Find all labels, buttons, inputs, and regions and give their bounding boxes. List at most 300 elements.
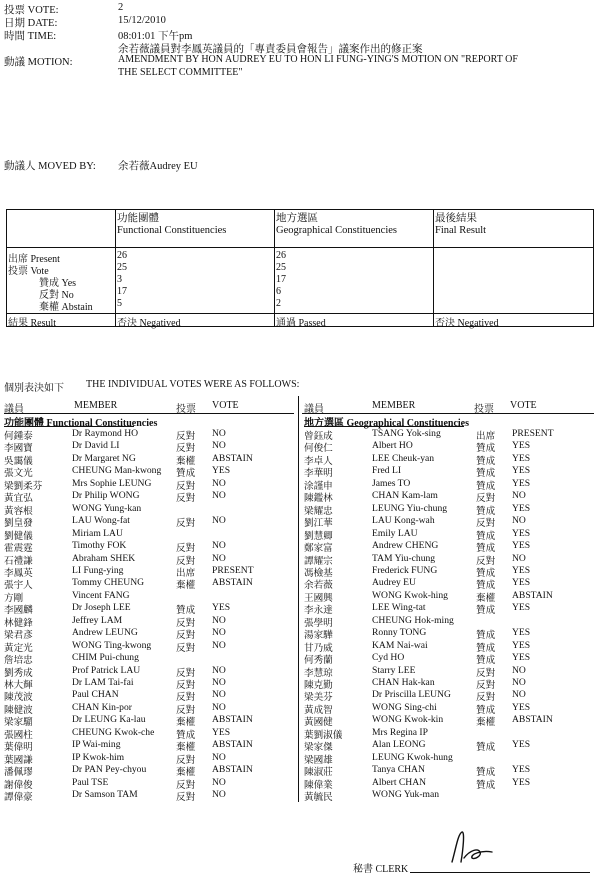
member-name-zh: 李卓人 [304, 455, 333, 467]
vote-zh: 反對 [476, 667, 496, 679]
vote-en: YES [512, 527, 531, 539]
vote-en: YES [512, 564, 531, 576]
vote-en: NO [212, 440, 226, 452]
member-name-zh: 劉江華 [304, 518, 333, 530]
member-name-en: IP Kwok-him [72, 751, 125, 763]
member-name-en: Tommy CHEUNG [72, 577, 145, 589]
vote-zh: 反對 [476, 518, 496, 530]
vote-en: NO [212, 751, 226, 763]
fc-member-row [4, 490, 294, 503]
gc-member-row [304, 689, 594, 702]
row-vote-gc: 25 [276, 262, 286, 273]
member-name-zh: 石禮謙 [4, 555, 33, 567]
col-final-zh: 最後結果 [435, 213, 477, 224]
vote-en: YES [512, 639, 531, 651]
motion-label: 動議 MOTION: [4, 57, 73, 68]
vote-en: YES [512, 652, 531, 664]
vote-en: YES [512, 540, 531, 552]
member-name-en: Albert CHAN [372, 776, 427, 788]
vote-zh: 反對 [176, 493, 196, 505]
member-name-zh: 余若薇 [304, 580, 333, 592]
row-yes-gc: 17 [276, 274, 286, 285]
member-name-en: Dr LEUNG Ka-lau [72, 714, 146, 726]
vote-zh: 反對 [176, 754, 196, 766]
vote-en: NO [512, 664, 526, 676]
member-name-en: Dr Samson TAM [72, 789, 138, 801]
vote-zh: 反對 [176, 642, 196, 654]
vote-en: NO [212, 477, 226, 489]
member-name-en: Audrey EU [372, 577, 416, 589]
member-name-zh: 霍震霆 [4, 543, 33, 555]
member-name-zh: 葉偉明 [4, 742, 33, 754]
vote-en: NO [512, 515, 526, 527]
vote-en: NO [212, 701, 226, 713]
member-name-en: Dr Joseph LEE [72, 602, 131, 614]
vote-en: YES [512, 452, 531, 464]
row-present-gc: 26 [276, 250, 286, 261]
left-header-member-zh: 議員 [4, 404, 24, 415]
results-header-divider [7, 247, 593, 248]
member-name-zh: 劉慧卿 [304, 530, 333, 542]
member-name-en: TSANG Yok-sing [372, 428, 441, 439]
vote-en: ABSTAIN [512, 589, 553, 601]
member-name-zh: 何秀蘭 [304, 655, 333, 667]
vote-zh: 贊成 [476, 642, 496, 654]
member-name-zh: 梁君彥 [4, 630, 33, 642]
gc-member-row [304, 739, 594, 752]
fc-member-row [4, 528, 294, 541]
row-abstain-label: 棄權 Abstain [39, 302, 93, 313]
vote-zh: 反對 [176, 543, 196, 555]
member-name-zh: 李國寶 [4, 443, 33, 455]
vote-zh: 反對 [176, 692, 196, 704]
vote-zh: 贊成 [476, 655, 496, 667]
row-result-label: 結果 Result [8, 318, 57, 329]
time-label: 時間 TIME: [4, 31, 57, 42]
member-name-en: LEE Cheuk-yan [372, 452, 435, 464]
fc-member-row [4, 677, 294, 690]
member-name-zh: 葉國謙 [4, 754, 33, 766]
gc-member-row [304, 789, 594, 802]
fc-member-row [4, 752, 294, 765]
row-abstain-fc: 5 [117, 298, 122, 309]
vote-zh: 贊成 [476, 443, 496, 455]
vote-zh: 贊成 [476, 543, 496, 555]
member-name-en: Frederick FUNG [372, 564, 438, 576]
vote-en: NO [212, 428, 226, 439]
vote-en: NO [512, 552, 526, 564]
member-name-zh: 劉皇發 [4, 518, 33, 530]
vote-zh: 贊成 [176, 729, 196, 741]
row-result-gc: 通過 Passed [276, 318, 326, 329]
member-name-zh: 陳偉業 [304, 779, 333, 791]
member-name-zh: 梁美芬 [304, 692, 333, 704]
col-gc-en: Geographical Constituencies [276, 225, 398, 236]
fc-member-row [4, 789, 294, 802]
gc-member-row [304, 515, 594, 528]
individual-intro-zh: 個別表決如下 [4, 383, 64, 394]
vote-zh: 反對 [176, 555, 196, 567]
member-name-zh: 甘乃威 [304, 642, 333, 654]
member-name-zh: 劉秀成 [4, 667, 33, 679]
row-present-fc: 26 [117, 250, 127, 261]
member-name-en: CHEUNG Hok-ming [372, 614, 454, 626]
member-name-en: LEUNG Yiu-chung [372, 502, 448, 514]
member-name-zh: 陳鑑林 [304, 493, 333, 505]
member-name-en: Cyd HO [372, 652, 405, 664]
gc-member-row [304, 478, 594, 491]
member-name-en: CHIM Pui-chung [72, 652, 139, 664]
col-gc-zh: 地方選區 [276, 213, 318, 224]
gc-member-row [304, 577, 594, 590]
member-name-en: Tanya CHAN [372, 764, 425, 776]
vote-en: ABSTAIN [212, 764, 253, 776]
member-name-zh: 黃國健 [304, 717, 333, 729]
vote-zh: 出席 [176, 567, 196, 579]
gc-section-title: 地方選區 Geographical Constituencies [304, 418, 469, 429]
gc-member-row [304, 665, 594, 678]
member-name-en: Andrew CHENG [372, 540, 439, 552]
vote-en: ABSTAIN [512, 714, 553, 726]
member-name-zh: 張國柱 [4, 729, 33, 741]
row-no-label: 反對 No [39, 290, 74, 301]
member-name-zh: 黃宜弘 [4, 493, 33, 505]
vote-zh: 反對 [176, 431, 196, 442]
member-name-zh: 譚偉豪 [4, 792, 33, 804]
vote-en: PRESENT [512, 428, 554, 439]
vote-zh: 反對 [176, 704, 196, 716]
member-name-zh: 梁劉柔芬 [4, 480, 43, 492]
member-name-en: LAU Wong-fat [72, 515, 130, 527]
motion-title-en-line1: AMENDMENT BY HON AUDREY EU TO HON LI FUNG-YING'S MOTION ON "REPORT OF [118, 54, 518, 65]
results-table [6, 209, 594, 327]
gc-member-row [304, 677, 594, 690]
vote-en: PRESENT [212, 564, 254, 576]
member-name-zh: 張學明 [304, 617, 333, 629]
motion-title-en-line2: THE SELECT COMMITTEE" [118, 67, 243, 78]
vote-en: NO [212, 639, 226, 651]
vote-en: YES [212, 726, 231, 738]
vote-en: NO [212, 490, 226, 502]
member-name-en: Mrs Sophie LEUNG [72, 477, 152, 489]
member-name-zh: 黃定光 [4, 642, 33, 654]
gc-member-row [304, 540, 594, 553]
vote-zh: 反對 [176, 518, 196, 530]
fc-member-row [4, 465, 294, 478]
vote-zh: 反對 [476, 555, 496, 567]
member-name-zh: 陳淑莊 [304, 767, 333, 779]
member-name-en: CHAN Kin-por [72, 701, 132, 713]
gc-member-row [304, 453, 594, 466]
member-name-zh: 梁耀忠 [304, 505, 333, 517]
gc-member-row [304, 652, 594, 665]
vote-zh: 反對 [176, 480, 196, 492]
member-name-en: LAU Kong-wah [372, 515, 435, 527]
vote-en: YES [512, 627, 531, 639]
vote-en: NO [212, 627, 226, 639]
vote-zh: 贊成 [476, 505, 496, 517]
vote-en: YES [512, 602, 531, 614]
member-name-zh: 李慧琼 [304, 667, 333, 679]
vote-en: NO [512, 490, 526, 502]
member-name-en: WONG Kwok-kin [372, 714, 444, 726]
moved-by-label: 動議人 MOVED BY: [4, 161, 96, 172]
vote-zh: 贊成 [476, 742, 496, 754]
fc-member-row [4, 615, 294, 628]
right-header-member-zh: 議員 [304, 404, 324, 415]
vote-en: YES [512, 440, 531, 452]
member-name-en: Dr Margaret NG [72, 452, 136, 464]
member-name-zh: 李華明 [304, 468, 333, 480]
member-name-en: Miriam LAU [72, 527, 123, 539]
member-name-en: Mrs Regina IP [372, 726, 428, 738]
right-header-vote-en: VOTE [510, 400, 537, 411]
member-name-en: Alan LEONG [372, 739, 426, 751]
vote-en: ABSTAIN [212, 714, 253, 726]
vote-zh: 贊成 [176, 605, 196, 617]
member-name-en: CHEUNG Man-kwong [72, 465, 162, 477]
row-result-fc: 否決 Negatived [117, 318, 181, 329]
member-name-en: WONG Yung-kan [72, 502, 142, 514]
gc-member-row [304, 565, 594, 578]
vote-zh: 贊成 [476, 455, 496, 467]
fc-section-title: 功能團體 Functional Constituencies [4, 418, 158, 429]
fc-member-row [4, 515, 294, 528]
gc-member-row [304, 590, 594, 603]
vote-en: NO [212, 776, 226, 788]
fc-member-row [4, 602, 294, 615]
member-name-en: Timothy FOK [72, 540, 127, 552]
member-name-zh: 林大輝 [4, 680, 33, 691]
member-name-en: WONG Yuk-man [372, 789, 440, 801]
member-name-en: CHAN Hak-kan [372, 677, 435, 688]
vote-zh: 反對 [176, 779, 196, 791]
col-final-en: Final Result [435, 225, 487, 236]
vote-no-label: 投票 VOTE: [4, 5, 59, 16]
member-name-zh: 潘佩璆 [4, 767, 33, 779]
fc-member-row [4, 503, 294, 516]
clerk-signature [448, 828, 498, 868]
member-name-en: Dr PAN Pey-chyou [72, 764, 147, 776]
member-name-en: Fred LI [372, 465, 402, 477]
clerk-signature-line [410, 872, 590, 873]
vote-en: YES [512, 502, 531, 514]
member-name-zh: 梁國雄 [304, 754, 333, 766]
vote-zh: 反對 [176, 630, 196, 642]
fc-member-row [4, 777, 294, 790]
vote-zh: 反對 [176, 667, 196, 679]
member-name-zh: 陳克勤 [304, 680, 333, 691]
member-name-en: Abraham SHEK [72, 552, 136, 564]
gc-member-row [304, 777, 594, 790]
gc-member-row [304, 490, 594, 503]
vote-zh: 反對 [476, 692, 496, 704]
fc-member-row [4, 702, 294, 715]
vote-zh: 贊成 [476, 580, 496, 592]
right-header-member-en: MEMBER [372, 400, 416, 411]
member-name-zh: 梁家騮 [4, 717, 33, 729]
member-name-zh: 王國興 [304, 592, 333, 604]
member-name-en: TAM Yiu-chung [372, 552, 436, 564]
motion-title-zh: 余若薇議員對李鳳英議員的「專責委員會報告」議案作出的修正案 [118, 44, 423, 55]
fc-member-row [4, 440, 294, 453]
fc-member-row [4, 428, 294, 441]
member-name-en: CHAN Kam-lam [372, 490, 438, 502]
member-name-zh: 馮檢基 [304, 567, 333, 579]
right-header-vote-zh: 投票 [474, 404, 494, 415]
fc-member-row [4, 577, 294, 590]
row-result-final: 否決 Negatived [435, 318, 499, 329]
member-name-zh: 李鳳英 [4, 567, 33, 579]
vote-zh: 贊成 [476, 605, 496, 617]
left-header-member-en: MEMBER [74, 400, 118, 411]
date-value: 15/12/2010 [118, 15, 166, 26]
member-name-zh: 方剛 [4, 592, 24, 604]
gc-member-row [304, 727, 594, 740]
member-name-en: WONG Kwok-hing [372, 589, 448, 601]
vote-en: NO [212, 552, 226, 564]
vote-zh: 贊成 [476, 480, 496, 492]
vote-zh: 贊成 [476, 779, 496, 791]
vote-en: NO [512, 689, 526, 701]
vote-zh: 棄權 [176, 580, 196, 592]
vote-zh: 棄權 [476, 592, 496, 604]
fc-member-row [4, 640, 294, 653]
gc-member-row [304, 714, 594, 727]
gc-member-row [304, 764, 594, 777]
member-name-zh: 黃毓民 [304, 792, 333, 804]
member-name-en: CHEUNG Kwok-che [72, 726, 155, 738]
vote-no-value: 2 [118, 2, 124, 13]
member-name-zh: 鄭家富 [304, 543, 333, 555]
individual-intro-en: THE INDIVIDUAL VOTES WERE AS FOLLOWS: [86, 379, 300, 390]
member-name-zh: 謝偉俊 [4, 779, 33, 791]
member-name-en: Jeffrey LAM [72, 614, 123, 626]
gc-member-row [304, 602, 594, 615]
vote-zh: 反對 [176, 617, 196, 629]
fc-member-row [4, 739, 294, 752]
member-name-en: KAM Nai-wai [372, 639, 428, 651]
member-name-zh: 何鍾泰 [4, 431, 33, 442]
member-name-zh: 吳靄儀 [4, 455, 33, 467]
member-name-en: Vincent FANG [72, 589, 130, 601]
fc-member-row [4, 453, 294, 466]
row-present-label: 出席 Present [8, 254, 60, 265]
vote-zh: 贊成 [476, 630, 496, 642]
member-name-zh: 涂謹申 [304, 480, 333, 492]
row-yes-label: 贊成 Yes [39, 278, 77, 289]
vote-zh: 棄權 [176, 742, 196, 754]
vote-en: NO [212, 515, 226, 527]
member-name-zh: 陳茂波 [4, 692, 33, 704]
vote-en: ABSTAIN [212, 452, 253, 464]
vote-en: YES [512, 465, 531, 477]
vote-zh: 贊成 [176, 468, 196, 480]
vote-zh: 棄權 [176, 717, 196, 729]
member-name-en: James TO [372, 477, 411, 489]
vote-zh: 贊成 [476, 704, 496, 716]
member-name-en: IP Wai-ming [72, 739, 121, 751]
member-name-zh: 李國麟 [4, 605, 33, 617]
fc-member-row [4, 652, 294, 665]
clerk-label: 秘書 CLERK [353, 864, 409, 875]
left-header-vote-en: VOTE [212, 400, 239, 411]
member-name-en: LI Fung-ying [72, 564, 124, 576]
member-name-zh: 黃容根 [4, 505, 33, 517]
gc-member-row [304, 752, 594, 765]
vote-zh: 反對 [176, 443, 196, 455]
member-name-zh: 陳健波 [4, 704, 33, 716]
vote-en: ABSTAIN [212, 577, 253, 589]
vote-zh: 棄權 [476, 717, 496, 729]
fc-member-row [4, 689, 294, 702]
results-col-divider [274, 210, 275, 326]
vote-zh: 贊成 [476, 468, 496, 480]
member-name-zh: 李永達 [304, 605, 333, 617]
member-name-en: Paul CHAN [72, 689, 119, 701]
member-name-en: Paul TSE [72, 776, 109, 788]
vote-zh: 反對 [476, 680, 496, 691]
row-abstain-gc: 2 [276, 298, 281, 309]
vote-en: YES [512, 477, 531, 489]
member-name-zh: 劉健儀 [4, 530, 33, 542]
vote-en: YES [512, 577, 531, 589]
vote-en: YES [512, 776, 531, 788]
fc-member-row [4, 714, 294, 727]
member-name-en: LEE Wing-tat [372, 602, 426, 614]
vote-en: NO [212, 664, 226, 676]
member-name-zh: 林健鋒 [4, 617, 33, 629]
vote-en: YES [512, 739, 531, 751]
gc-member-row [304, 465, 594, 478]
member-name-en: LEUNG Kwok-hung [372, 751, 453, 763]
gc-member-row [304, 627, 594, 640]
fc-member-row [4, 565, 294, 578]
row-vote-label: 投票 Vote [8, 266, 49, 277]
gc-member-row [304, 503, 594, 516]
time-value: 08:01:01 下午pm [118, 31, 193, 42]
vote-en: NO [212, 540, 226, 552]
vote-zh: 贊成 [476, 767, 496, 779]
vote-en: YES [512, 701, 531, 713]
vote-en: YES [212, 602, 231, 614]
row-no-gc: 6 [276, 286, 281, 297]
gc-member-row [304, 440, 594, 453]
fc-member-row [4, 478, 294, 491]
member-name-zh: 張文光 [4, 468, 33, 480]
vote-zh: 反對 [176, 792, 196, 804]
vote-en: NO [212, 614, 226, 626]
member-name-zh: 湯家驊 [304, 630, 333, 642]
fc-member-row [4, 590, 294, 603]
member-name-en: Prof Patrick LAU [72, 664, 141, 676]
member-name-zh: 詹培忠 [4, 655, 33, 667]
member-name-zh: 何俊仁 [304, 443, 333, 455]
fc-member-row [4, 665, 294, 678]
member-name-zh: 黃成智 [304, 704, 333, 716]
vote-en: NO [212, 689, 226, 701]
row-no-fc: 17 [117, 286, 127, 297]
vote-zh: 棄權 [176, 767, 196, 779]
gc-member-row [304, 553, 594, 566]
vote-en: ABSTAIN [212, 739, 253, 751]
member-name-en: Starry LEE [372, 664, 416, 676]
vote-en: YES [212, 465, 231, 477]
member-name-zh: 梁家傑 [304, 742, 333, 754]
member-name-zh: 張宇人 [4, 580, 33, 592]
fc-member-row [4, 553, 294, 566]
vote-zh: 反對 [476, 493, 496, 505]
